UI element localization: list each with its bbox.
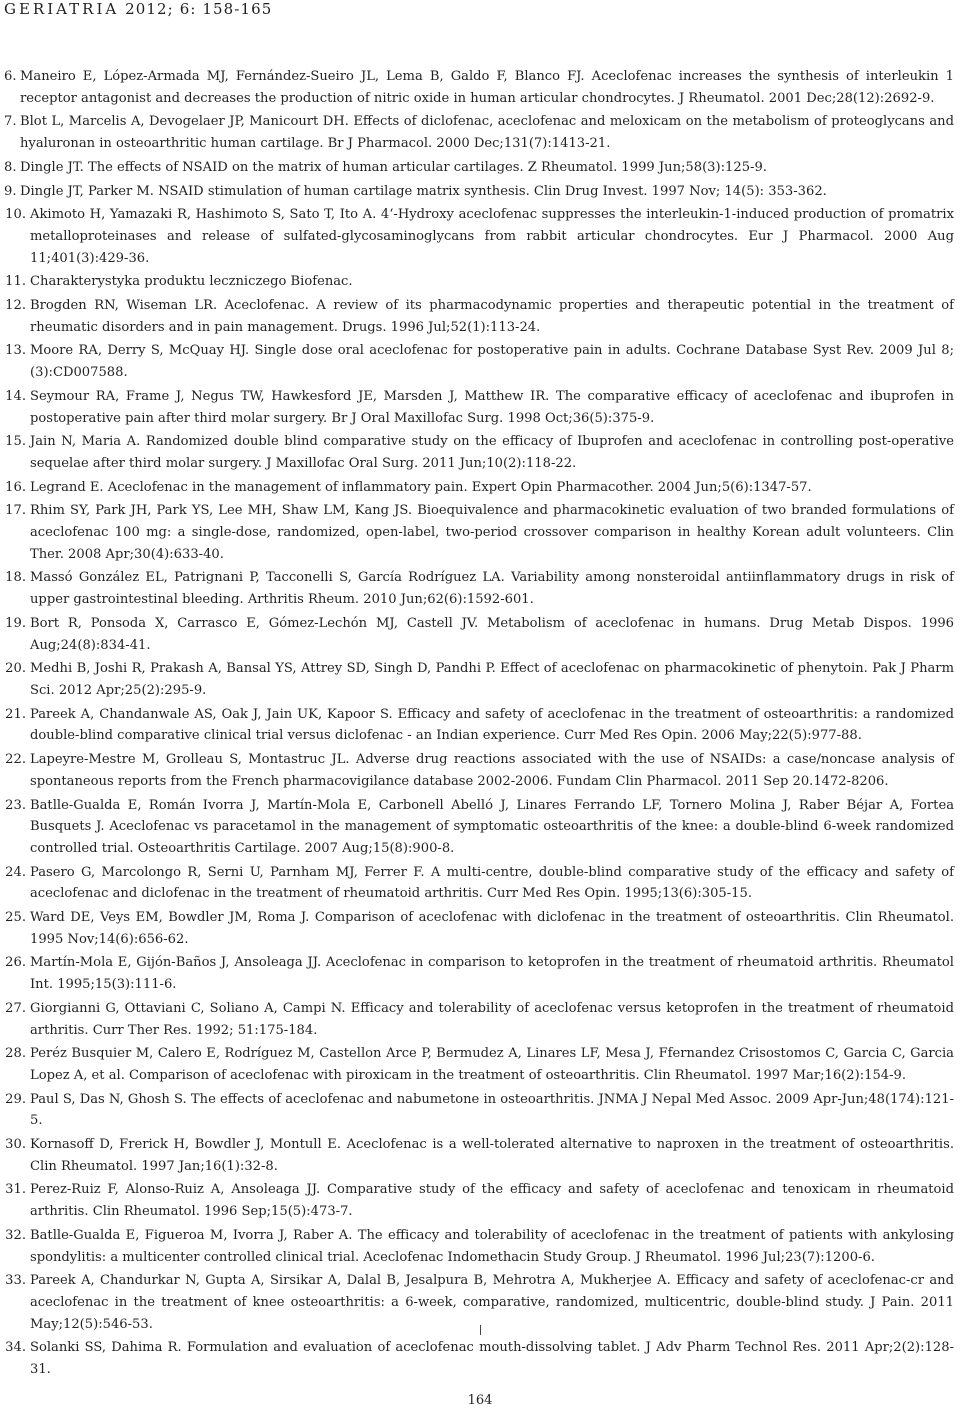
text-cursor-mark <box>480 1325 481 1335</box>
reference-item <box>4 1089 954 1132</box>
reference-number: 18. <box>5 570 26 586</box>
reference-text: Ward DE, Veys EM, Bowdler JM, Roma J. Comparison of aceclofenac with diclofenac in the treatment of osteoarthritis. Clin Rheumatol. 1995 Nov;14(6):656-62. <box>30 910 954 947</box>
reference-item <box>4 157 954 179</box>
reference-text: Legrand E. Aceclofenac in the management of inflammatory pain. Expert Opin Pharmacother. 2004 Jun;5(6):1347-57. <box>30 479 812 495</box>
reference-text: Batlle-Gualda E, Figueroa M, Ivorra J, Raber A. The efficacy and tolerability of aceclofenac in the treatment of patients with ankylosing spondylitis: a multicenter controlled clinical trial. Aceclofenac Indomethacin Study Group. J Rheumatol. 1996 Jul;23(7):1200-6. <box>30 1227 954 1265</box>
reference-text: Pareek A, Chandanwale AS, Oak J, Jain UK, Kapoor S. Efficacy and safety of aceclofenac in the treatment of osteoarthritis: a randomized double-blind comparative clinical trial versus diclofenac - an Indian experience. Curr Med Res Opin. 2006 May;22(5):977-88. <box>30 706 954 744</box>
reference-item <box>4 1225 954 1268</box>
reference-text: Giorgianni G, Ottaviani C, Soliano A, Campi N. Efficacy and tolerability of aceclofenac versus ketoprofen in the treatment of rheumatoid arthritis. Curr Ther Res. 1992; 51:175-184. <box>30 1000 954 1038</box>
reference-item <box>4 704 954 747</box>
reference-item <box>4 862 954 905</box>
reference-number: 27. <box>5 1000 26 1016</box>
reference-number: 8. <box>4 159 17 175</box>
reference-item <box>4 431 954 474</box>
reference-number: 7. <box>4 114 17 130</box>
reference-number: 21. <box>5 706 26 722</box>
reference-number: 23. <box>5 797 26 813</box>
reference-number: 20. <box>5 661 26 677</box>
reference-text: Massó González EL, Patrignani P, Tacconelli S, García Rodríguez LA. Variability among nonsteroidal antiinflammatory drugs in risk of upper gastrointestinal bleeding. Arthritis Rheum. 2010 Jun;62(6):1592-601. <box>30 570 954 608</box>
reference-text: Seymour RA, Frame J, Negus TW, Hawkesford JE, Marsden J, Matthew IR. The comparative efficacy of aceclofenac and ibuprofen in postoperative pain after third molar surgery. Br J Oral Maxillofac Surg. 1998 Oct;36(5):375-9. <box>30 388 954 426</box>
reference-text: Akimoto H, Yamazaki R, Hashimoto S, Sato T, Ito A. 4‘-Hydroxy aceclofenac suppresses the interleukin-1-induced production of promatrix metalloproteinases and release of sulfated-glycosaminoglycans from rabbit articular chondrocytes. Eur J Pharmacol. 2000 Aug 11;401(3):429-36. <box>30 207 954 266</box>
reference-number: 16. <box>5 479 26 495</box>
reference-item <box>4 1134 954 1177</box>
reference-text: Brogden RN, Wiseman LR. Aceclofenac. A review of its pharmacodynamic properties and therapeutic potential in the treatment of rheumatic disorders and in pain management. Drugs. 1996 Jul;52(1):113-24. <box>30 298 954 335</box>
reference-number: 32. <box>5 1227 26 1243</box>
reference-number: 28. <box>5 1046 26 1062</box>
reference-number: 33. <box>5 1273 26 1289</box>
reference-item <box>4 613 954 656</box>
running-header <box>4 0 272 18</box>
reference-number: 10. <box>5 207 26 223</box>
reference-item <box>4 204 954 269</box>
reference-text: Bort R, Ponsoda X, Carrasco E, Gómez-Lechón MJ, Castell JV. Metabolism of aceclofenac in humans. Drug Metab Dispos. 1996 Aug;24(8):834-41. <box>30 615 954 653</box>
journal-citation: 2012; 6: 158-165 <box>125 0 273 18</box>
reference-text: Charakterystyka produktu leczniczego Biofenac. <box>30 274 353 290</box>
reference-item <box>4 998 954 1041</box>
reference-number: 34. <box>5 1340 26 1356</box>
reference-item <box>4 500 954 565</box>
reference-item <box>4 1337 954 1380</box>
reference-text: Maneiro E, López-Armada MJ, Fernández-Sueiro JL, Lema B, Galdo F, Blanco FJ. Aceclofenac increases the synthesis of interleukin 1 receptor antagonist and decreases the production of nitric oxide in human articular chondrocytes. J Rheumatol. 2001 Dec;28(12):2692-9. <box>20 69 954 106</box>
reference-text: Dingle JT, Parker M. NSAID stimulation of human cartilage matrix synthesis. Clin Drug Invest. 1997 Nov; 14(5): 353-362. <box>20 183 827 199</box>
reference-item <box>4 477 954 499</box>
reference-number: 15. <box>5 434 26 450</box>
reference-text: Pareek A, Chandurkar N, Gupta A, Sirsikar A, Dalal B, Jesalpura B, Mehrotra A, Mukherjee A. Efficacy and safety of aceclofenac-cr and aceclofenac in the treatment of knee osteoarthritis: a 6-week, comparative, randomized, multicentric, double-blind study. J Pain. 2011 May;12(5):546-53. <box>30 1273 954 1332</box>
reference-number: 22. <box>5 752 26 768</box>
reference-item <box>4 567 954 610</box>
reference-number: 17. <box>5 503 26 519</box>
reference-text: Rhim SY, Park JH, Park YS, Lee MH, Shaw LM, Kang JS. Bioequivalence and pharmacokinetic evaluation of two branded formulations of aceclofenac 100 mg: a single-dose, randomized, open-label, two-period crossover comparison in healthy Korean adult volunteers. Clin Ther. 2008 Apr;30(4):633-40. <box>30 503 954 562</box>
reference-number: 11. <box>5 274 26 290</box>
reference-number: 13. <box>5 343 26 359</box>
reference-item <box>4 295 954 338</box>
reference-number: 24. <box>5 864 26 880</box>
reference-text: Solanki SS, Dahima R. Formulation and evaluation of aceclofenac mouth-dissolving tablet. J Adv Pharm Technol Res. 2011 Apr;2(2):128-31. <box>30 1340 954 1378</box>
reference-item <box>4 1179 954 1222</box>
reference-text: Dingle JT. The effects of NSAID on the matrix of human articular cartilages. Z Rheumatol. 1999 Jun;58(3):125-9. <box>20 159 767 175</box>
reference-text: Peréz Busquier M, Calero E, Rodríguez M, Castellon Arce P, Bermudez A, Linares LF, Mesa J, Ffernandez Crisostomos C, Garcia C, Garcia Lopez A, et al. Comparison of aceclofenac with piroxicam in the treatment of osteoarthritis. Clin Rheumatol. 1997 Mar;16(2):154-9. <box>30 1046 954 1083</box>
page-number: 164 <box>467 1393 493 1408</box>
reference-number: 31. <box>5 1182 26 1198</box>
journal-name: GERIATRIA <box>4 0 120 18</box>
reference-item <box>4 907 954 950</box>
reference-item <box>4 1270 954 1335</box>
reference-number: 30. <box>5 1137 26 1153</box>
reference-item <box>4 66 954 109</box>
reference-text: Pasero G, Marcolongo R, Serni U, Parnham MJ, Ferrer F. A multi-centre, double-blind comparative study of the efficacy and safety of aceclofenac and diclofenac in the treatment of rheumatoid arthritis. Curr Med Res Opin. 1995;13(6):305-15. <box>30 864 954 902</box>
reference-text: Moore RA, Derry S, McQuay HJ. Single dose oral aceclofenac for postoperative pain in adults. Cochrane Database Syst Rev. 2009 Jul 8;(3):CD007588. <box>30 343 954 381</box>
reference-text: Martín-Mola E, Gijón-Baños J, Ansoleaga JJ. Aceclofenac in comparison to ketoprofen in the treatment of rheumatoid arthritis. Rheumatol Int. 1995;15(3):111-6. <box>30 955 954 993</box>
reference-number: 25. <box>5 910 26 926</box>
reference-number: 12. <box>5 298 26 314</box>
reference-item <box>4 658 954 701</box>
reference-item <box>4 340 954 383</box>
reference-item <box>4 111 954 154</box>
reference-text: Perez-Ruiz F, Alonso-Ruiz A, Ansoleaga JJ. Comparative study of the efficacy and safety of aceclofenac and tenoxicam in rheumatoid arthritis. Clin Rheumatol. 1996 Sep;15(5):473-7. <box>30 1182 954 1220</box>
reference-text: Lapeyre-Mestre M, Grolleau S, Montastruc JL. Adverse drug reactions associated with the use of NSAIDs: a case/noncase analysis of spontaneous reports from the French pharmacovigilance database 2002-2006. Fundam Clin Pharmacol. 2011 Sep 20.1472-8206. <box>30 752 954 789</box>
reference-number: 26. <box>5 955 26 971</box>
reference-number: 29. <box>5 1091 26 1107</box>
reference-number: 19. <box>5 615 26 631</box>
reference-text: Paul S, Das N, Ghosh S. The effects of aceclofenac and nabumetone in osteoarthritis. JNMA J Nepal Med Assoc. 2009 Apr-Jun;48(174):121-5. <box>30 1091 954 1129</box>
reference-number: 6. <box>4 69 17 84</box>
reference-text: Kornasoff D, Frerick H, Bowdler J, Montull E. Aceclofenac is a well-tolerated alternative to naproxen in the treatment of osteoarthritis. Clin Rheumatol. 1997 Jan;16(1):32-8. <box>30 1137 954 1174</box>
reference-item <box>4 271 954 293</box>
reference-number: 14. <box>5 388 26 404</box>
reference-text: Medhi B, Joshi R, Prakash A, Bansal YS, Attrey SD, Singh D, Pandhi P. Effect of aceclofenac on pharmacokinetic of phenytoin. Pak J Pharm Sci. 2012 Apr;25(2):295-9. <box>30 661 954 698</box>
reference-text: Batlle-Gualda E, Román Ivorra J, Martín-Mola E, Carbonell Abelló J, Linares Ferrando LF, Tornero Molina J, Raber Béjar A, Fortea Busquets J. Aceclofenac vs paracetamol in the management of symptomatic osteoarthritis of the knee: a double-blind 6-week randomized controlled trial. Osteoarthritis Cartilage. 2007 Aug;15(8):900-8. <box>30 797 954 856</box>
reference-list <box>4 66 954 1383</box>
reference-item <box>4 1043 954 1086</box>
reference-text: Blot L, Marcelis A, Devogelaer JP, Manicourt DH. Effects of diclofenac, aceclofenac and meloxicam on the metabolism of proteoglycans and hyaluronan in osteoarthritic human cartilage. Br J Pharmacol. 2000 Dec;131(7):1413-21. <box>20 114 954 152</box>
reference-item <box>4 795 954 860</box>
reference-item <box>4 952 954 995</box>
reference-item <box>4 181 954 203</box>
reference-text: Jain N, Maria A. Randomized double blind comparative study on the efficacy of Ibuprofen and aceclofenac in controlling post-operative sequelae after third molar surgery. J Maxillofac Oral Surg. 2011 Jun;10(2):118-22. <box>30 434 954 471</box>
reference-item <box>4 749 954 792</box>
reference-item <box>4 386 954 429</box>
reference-number: 9. <box>4 183 17 199</box>
